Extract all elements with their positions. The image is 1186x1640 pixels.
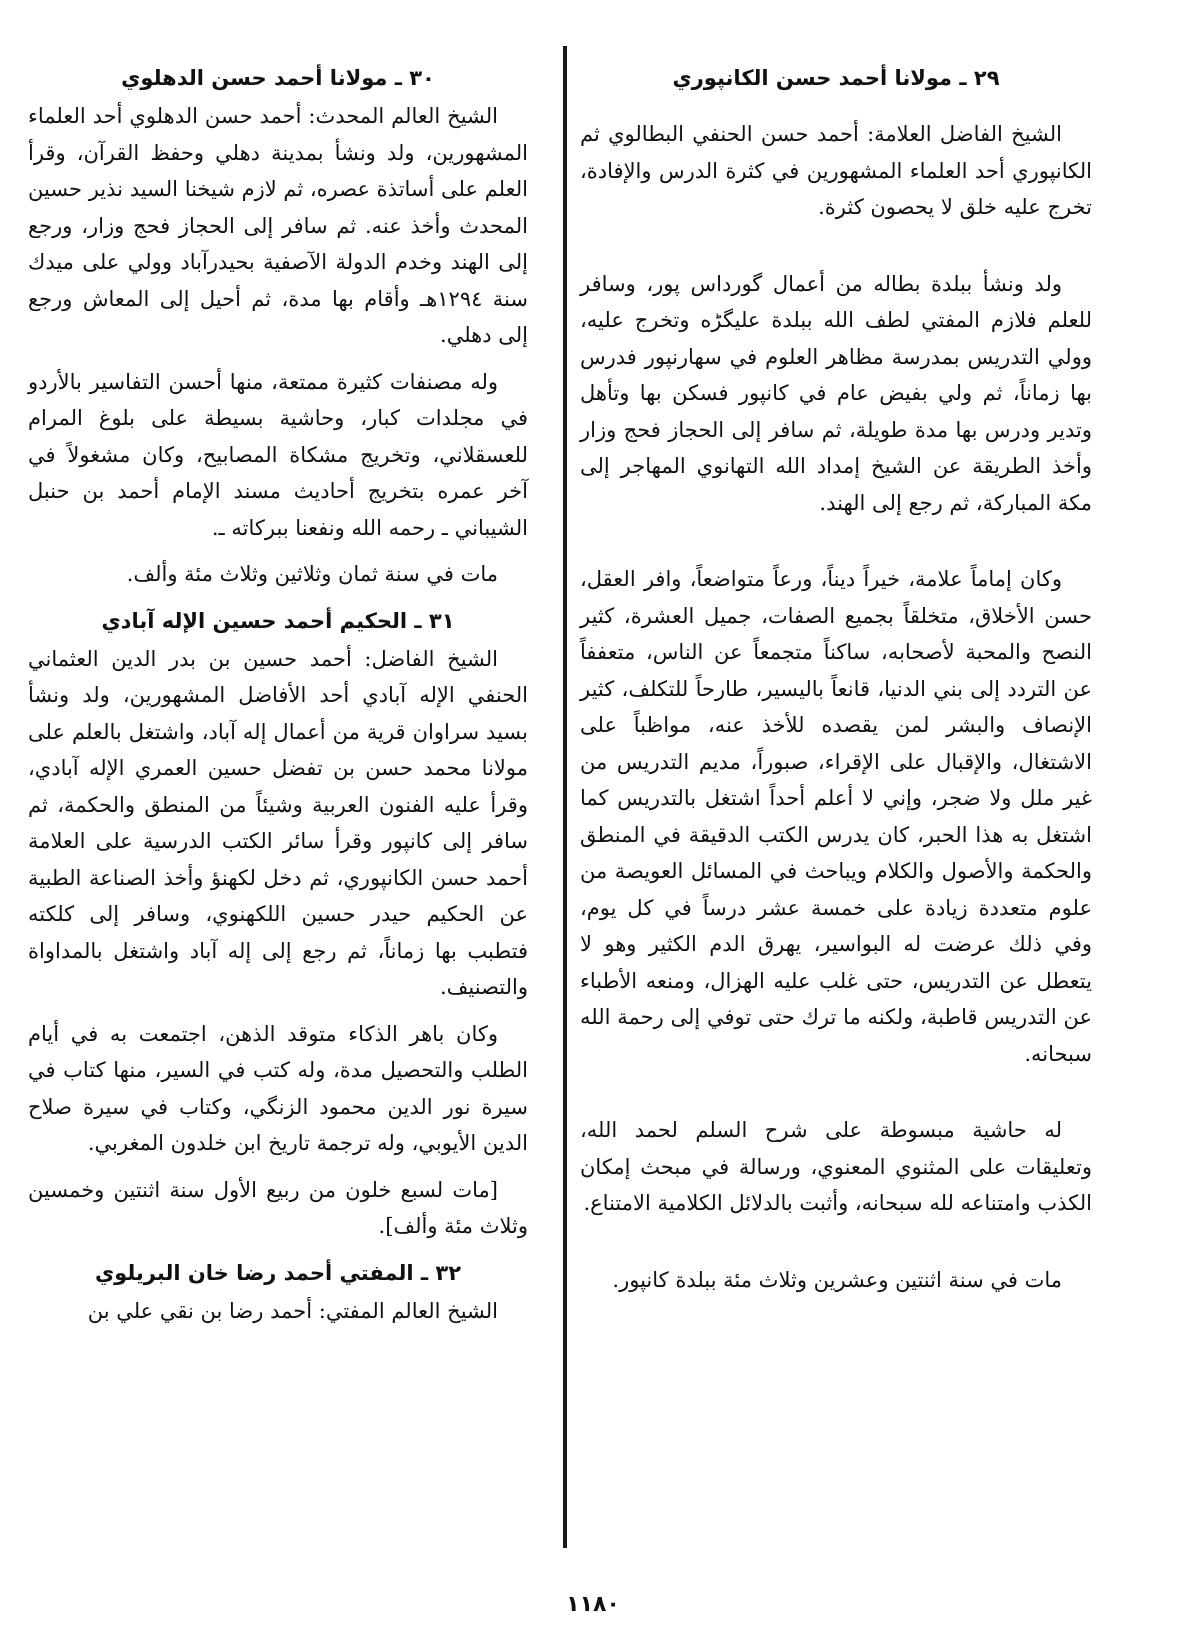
entry-31-paragraph-3: [مات لسبع خلون من ربيع الأول سنة اثنتين وخمسين وثلاث مئة وألف]. [28,1177,528,1238]
left-column [28,60,528,1339]
entry-30-paragraph-2: وله مصنفات كثيرة ممتعة، منها أحسن التفاسير بالأردو في مجلدات كبار، وحاشية بسيطة على بلوغ المرام للعسقلاني، وتخريج مشكاة المصابيح، وكان مشغولاً في آخر عمره بتخريج أحاديث مسند الإمام أحمد بن حنبل الشيباني ـ رحمه الله ونفعنا ببركاته ـ. [28,369,528,540]
entry-29-heading: ٢٩ ـ مولانا أحمد حسن الكانپوري [672,66,1000,90]
entry-30-paragraph-1: الشيخ العالم المحدث: أحمد حسن الدهلوي أحد العلماء المشهورين، ولد ونشأ بمدينة دهلي وحفظ القرآن، وقرأ العلم على أساتذة عصره، ثم لازم شيخنا السيد نذير حسين المحدث وأخذ عنه. ثم سافر إلى الحجاز فحج وزار، ورجع إلى الهند وخدم الدولة الآصفية بحيدرآباد وولي على ميدك سنة ١٢٩٤هـ وأقام بها مدة، ثم أحيل إلى المعاش ورجع إلى دهلي. [28,104,528,347]
right-column [580,60,1092,1338]
entry-32-paragraph-1: الشيخ العالم المفتي: أحمد رضا بن نقي علي بن [87,1298,498,1323]
entry-29-paragraph-2: ولد ونشأ ببلدة بطاله من أعمال گورداس پور، وسافر للعلم فلازم المفتي لطف الله ببلدة عليگڑه وتخرج عليه، وولي التدريس بمدرسة مظاهر العلوم في سهارنپور فدرس بها زماناً، ثم ولي بفيض عام في كانپور فسكن بها وتأهل وتدير ودرس بها مدة طويلة، ثم سافر إلى الحجاز فحج وزار وأخذ الطريقة عن الشيخ إمداد الله التهانوي المهاجر إلى مكة المباركة، ثم رجع إلى الهند. [580,271,1092,515]
column-divider [563,46,567,1548]
entry-29-paragraph-4: له حاشية مبسوطة على شرح السلم لحمد الله، وتعليقات على المثنوي المعنوي، ورسالة في مبحث إمكان الكذب وامتناعه لله سبحانه، وأثبت بالدلائل الكلامية الامتناع. [580,1118,1092,1215]
entry-31-paragraph-2: وكان باهر الذكاء متوقد الذهن، اجتمعت به في أيام الطلب والتحصيل مدة، وله كتب في السير، منها كتاب في سيرة نور الدين محمود الزنگي، وكتاب في سيرة صلاح الدين الأيوبي، وله ترجمة تاريخ ابن خلدون المغربي. [28,1021,528,1155]
entry-29-paragraph-5: مات في سنة اثنتين وعشرين وثلاث مئة ببلدة كانپور. [612,1267,1062,1292]
page-number: ١١٨٠ [566,1592,620,1617]
entry-29-paragraph-1: الشيخ الفاضل العلامة: أحمد حسن الحنفي البطالوي ثم الكانپوري أحد العلماء المشهورين في كثرة الدرس والإفادة، تخرج عليه خلق لا يحصون كثرة. [580,122,1092,219]
entry-32-heading: ٣٢ ـ المفتي أحمد رضا خان البريلوي [94,1260,462,1285]
entry-31-heading: ٣١ ـ الحكيم أحمد حسين الإله آبادي [101,608,455,633]
entry-29-paragraph-3: وكان إماماً علامة، خيراً ديناً، ورعاً متواضعاً، وافر العقل، حسن الأخلاق، متخلقاً بجميع الصفات، جميل العشرة، كثير النصح والمحبة لأصحابه، ساكناً متجمعاً عن الناس، متعففاً عن التردد إلى بني الدنيا، قانعاً باليسير، طارحاً للتكلف، كثير الإنصاف والبشر لمن يقصده للأخذ عنه، مواظباً على الاشتغال، والإقبال على الإقراء، صبوراً، مديم التدريس من غير ملل ولا ضجر، وإني لا أعلم أحداً اشتغل بالتدريس كما اشتغل به هذا الحبر، كان يدرس الكتب الدقيقة في المنطق والحكمة والأصول والكلام ويباحث في المسائل العويصة من علوم متعددة زيادة على خمسة عشر درساً في كل يوم، وفي ذلك عرضت له البواسير، يهرق الدم الكثير وهو لا يتعطل عن التدريس، حتى غلب عليه الهزال، ومنعه الأطباء عن التدريس قاطبة، ولكنه ما ترك حتى توفي إلى رحمة الله سبحانه. [580,567,1092,1066]
entry-31-paragraph-1: الشيخ الفاضل: أحمد حسين بن بدر الدين العثماني الحنفي الإله آبادي أحد الأفاضل المشهورين، ولد ونشأ بسيد سراوان قرية من أعمال إله آباد، واشتغل بالعلم على مولانا محمد حسن بن تفضل حسين العمري الإله آبادي، وقرأ عليه الفنون العربية وشيئاً من المنطق والحكمة، ثم سافر إلى كانپور وقرأ سائر الكتب الدرسية على العلامة أحمد حسن الكانپوري، ثم دخل لكهنؤ وأخذ الصناعة الطبية عن الحكيم حيدر حسين اللكهنوي، وسافر إلى كلكته فتطبب بها زماناً، ثم رجع إلى إله آباد واشتغل بالمداواة والتصنيف. [28,646,528,999]
entry-30-paragraph-3: مات في سنة ثمان وثلاثين وثلاث مئة وألف. [126,562,498,586]
entry-30-heading: ٣٠ ـ مولانا أحمد حسن الدهلوي [121,66,435,90]
